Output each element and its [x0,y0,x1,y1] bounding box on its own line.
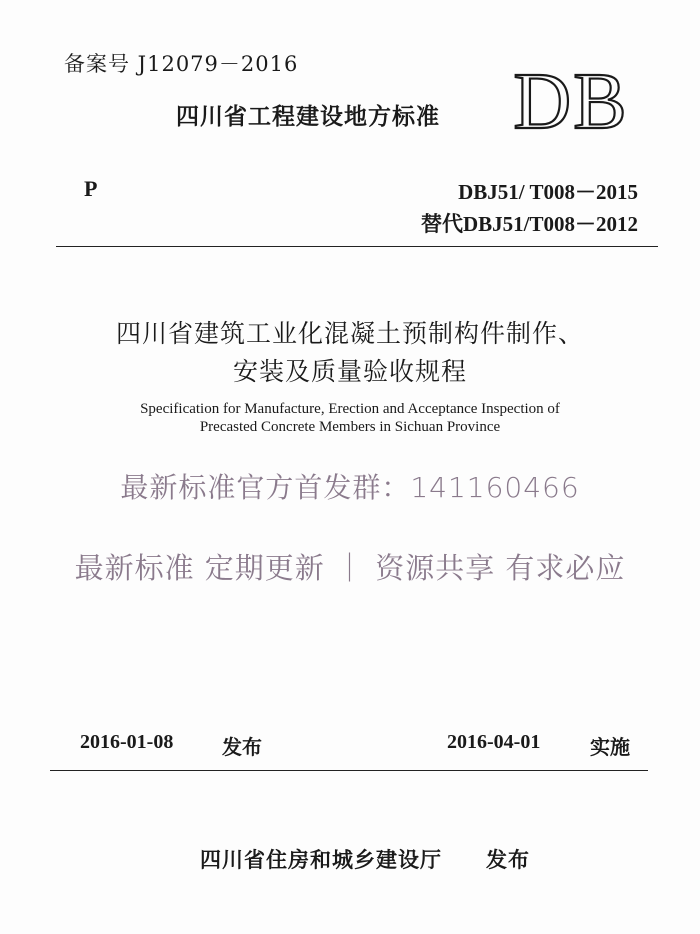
publisher-name: 四川省住房和城乡建设厅 [200,848,442,872]
standard-code: DBJ51/ T008－2015 [458,180,638,204]
title-en-line-2: Precasted Concrete Members in Sichuan Province [199,419,501,435]
implementation-date: 2016-04-01 [447,731,541,753]
title-zh-line-2: 安装及质量验收规程 [232,357,467,386]
top-divider [56,246,658,247]
db-logo-text: DB [513,64,629,136]
title-zh-line-1: 四川省建筑工业化混凝土预制构件制作、 [115,319,584,348]
replaced-standard: 替代DBJ51/T008－2012 [420,212,638,236]
issue-date: 2016-01-08 [80,731,174,753]
db-logo [500,64,642,136]
implementation-label: 实施 [590,735,630,759]
watermark-line-2: 最新标准 定期更新 ｜ 资源共享 有求必应 [74,551,626,585]
db-logo-graphic [500,64,642,136]
classification-category: P [84,176,98,201]
record-number: 备案号 J12079－2016 [64,52,299,76]
title-en-line-1: Specification for Manufacture, Erection and Acceptance Inspection of [140,401,560,417]
issue-label: 发布 [222,735,262,759]
issuer-title: 四川省工程建设地方标准 [176,104,440,130]
publisher-label: 发布 [486,848,530,872]
bottom-divider [50,770,648,771]
watermark-line-1: 最新标准官方首发群：141160466 [120,471,580,504]
